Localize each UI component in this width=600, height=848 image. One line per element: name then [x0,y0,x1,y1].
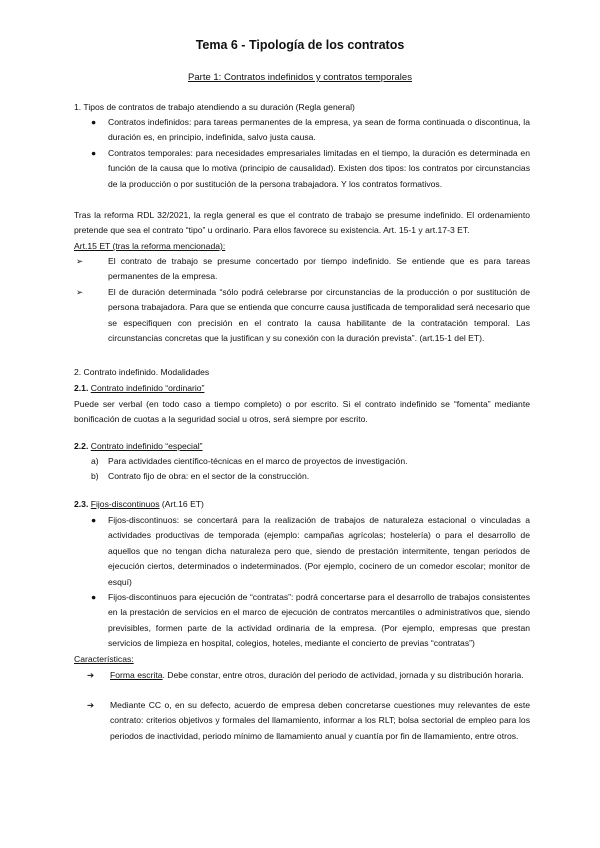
list-item: Fijos-discontinuos para ejecución de “contratas”: podrá concertarse para el desarrollo de trabajos consistentes en la prestación de servicios en el marco de ejecución de contratos mercantiles o administrativos que, siendo previsibles, formen parte de la actividad ordinaria de la empresa. (Por ejemplo, empresas que prestan servicios de limpieza en hospital, colegios, hoteles, mediante el concierto de previas “contratas”) [108,592,530,649]
bullet-icon: ● [91,515,97,525]
triangle-bullet-icon: ➢ [76,256,84,266]
section-2-heading: 2. Contrato indefinido. Modalidades [74,367,210,377]
section-1-heading: 1. Tipos de contratos de trabajo atendiendo a su duración (Regla general) [74,102,355,112]
bullet-icon: ● [91,592,97,602]
list-item-text: . Debe constar, entre otros, duración del periodo de actividad, jornada y su distribución horaria. [162,670,524,680]
list-item: Contrato fijo de obra: en el sector de la construcción. [108,471,310,481]
arrow-bullet-icon: ➔ [87,700,95,710]
list-item: Mediante CC o, en su defecto, acuerdo de empresa deben concretarse cuestiones muy relevantes de este contrato: criterios objetivos y formales del llamamiento, informar a los RLT; bolsa sectorial de empleo para los periodos de inactividad, periodo mínimo de llamamiento anual y cuantía por fin de llamamiento, entre otros. [110,700,530,741]
arrow-bullet-icon: ➔ [87,670,95,680]
subsection-heading [74,381,530,396]
article-heading: Art.15 ET (tras la reforma mencionada): [74,241,226,251]
triangle-bullet-icon: ➢ [76,287,84,297]
subsection-reference: (Art.16 ET) [159,499,204,509]
subsection-number: 2.1. [74,383,89,393]
list-item: Fijos-discontinuos: se concertará para la realización de trabajos de naturaleza estacional o vinculadas a actividades productivas de temporada (ejemplo: campañas agrícolas; hostelería) o para el desarrollo de aquellos que no tengan dicha naturaleza pero que, siendo de prestación intermitente, tengan periodos de ejecución ciertos, determinados o indeterminados. (Por ejemplo, cocinero de un comedor escolar; monitor de esquí) [108,515,530,587]
list-marker: b) [91,471,99,481]
list-marker: a) [91,456,99,466]
page-subtitle: Parte 1: Contratos indefinidos y contratos temporales [188,72,412,83]
subsection-heading [74,497,530,512]
emphasis: Forma escrita [110,670,163,680]
list-item: Contratos indefinidos: para tareas permanentes de la empresa, ya sean de forma continuada o discontinua, la duración es, en principio, indefinida, salvo justa causa. [108,117,530,143]
list-item: Para actividades científico-técnicas en el marco de proyectos de investigación. [108,456,408,466]
subsection-title: Contrato indefinido “ordinario” [90,383,205,393]
subsection-title: Contrato indefinido “especial” [90,441,203,451]
subsection-heading [74,439,530,454]
bullet-icon: ● [91,117,97,127]
subsection-number: 2.3. [74,499,89,509]
page-title: Tema 6 - Tipología de los contratos [195,38,405,52]
subsection-number: 2.2. [74,441,89,451]
list-item: Contratos temporales: para necesidades empresariales limitadas en el tiempo, la duración es determinada en función de la causa que lo motiva (principio de causalidad). Existen dos tipos: los contratos por circunstancias de la producción o por sustitución de la persona trabajadora. Y los contratos formativos. [108,148,530,189]
list-item: El de duración determinada “sólo podrá celebrarse por circunstancias de la producción o por sustitución de persona trabajadora. Para que se entienda que concurre causa justificada de temporalidad será necesario que se especifiquen con precisión en el contrato la causa habilitante de la contratación temporal. Las circunstancias concretas que la justifican y su conexión con la duración prevista”. (art.15-1 del ET). [108,287,530,344]
subsection-title: Fijos-discontinuos [90,499,160,509]
list-item: El contrato de trabajo se presume concertado por tiempo indefinido. Se entiende que es para tareas permanentes de la empresa. [108,256,530,282]
characteristics-heading: Características: [74,654,134,664]
bullet-icon: ● [91,148,97,158]
paragraph: Tras la reforma RDL 32/2021, la regla general es que el contrato de trabajo se presume indefinido. El ordenamiento pretende que sea el contrato “tipo” u ordinario. Para ellos favorece su existencia. Art. 15-1 y art.17-3 ET. [74,210,530,236]
list-item [110,668,530,683]
paragraph: Puede ser verbal (en todo caso a tiempo completo) o por escrito. Si el contrato indefinido se “fomenta” mediante bonificación de cuotas a la seguridad social u otros, será siempre por escrito. [74,399,530,425]
